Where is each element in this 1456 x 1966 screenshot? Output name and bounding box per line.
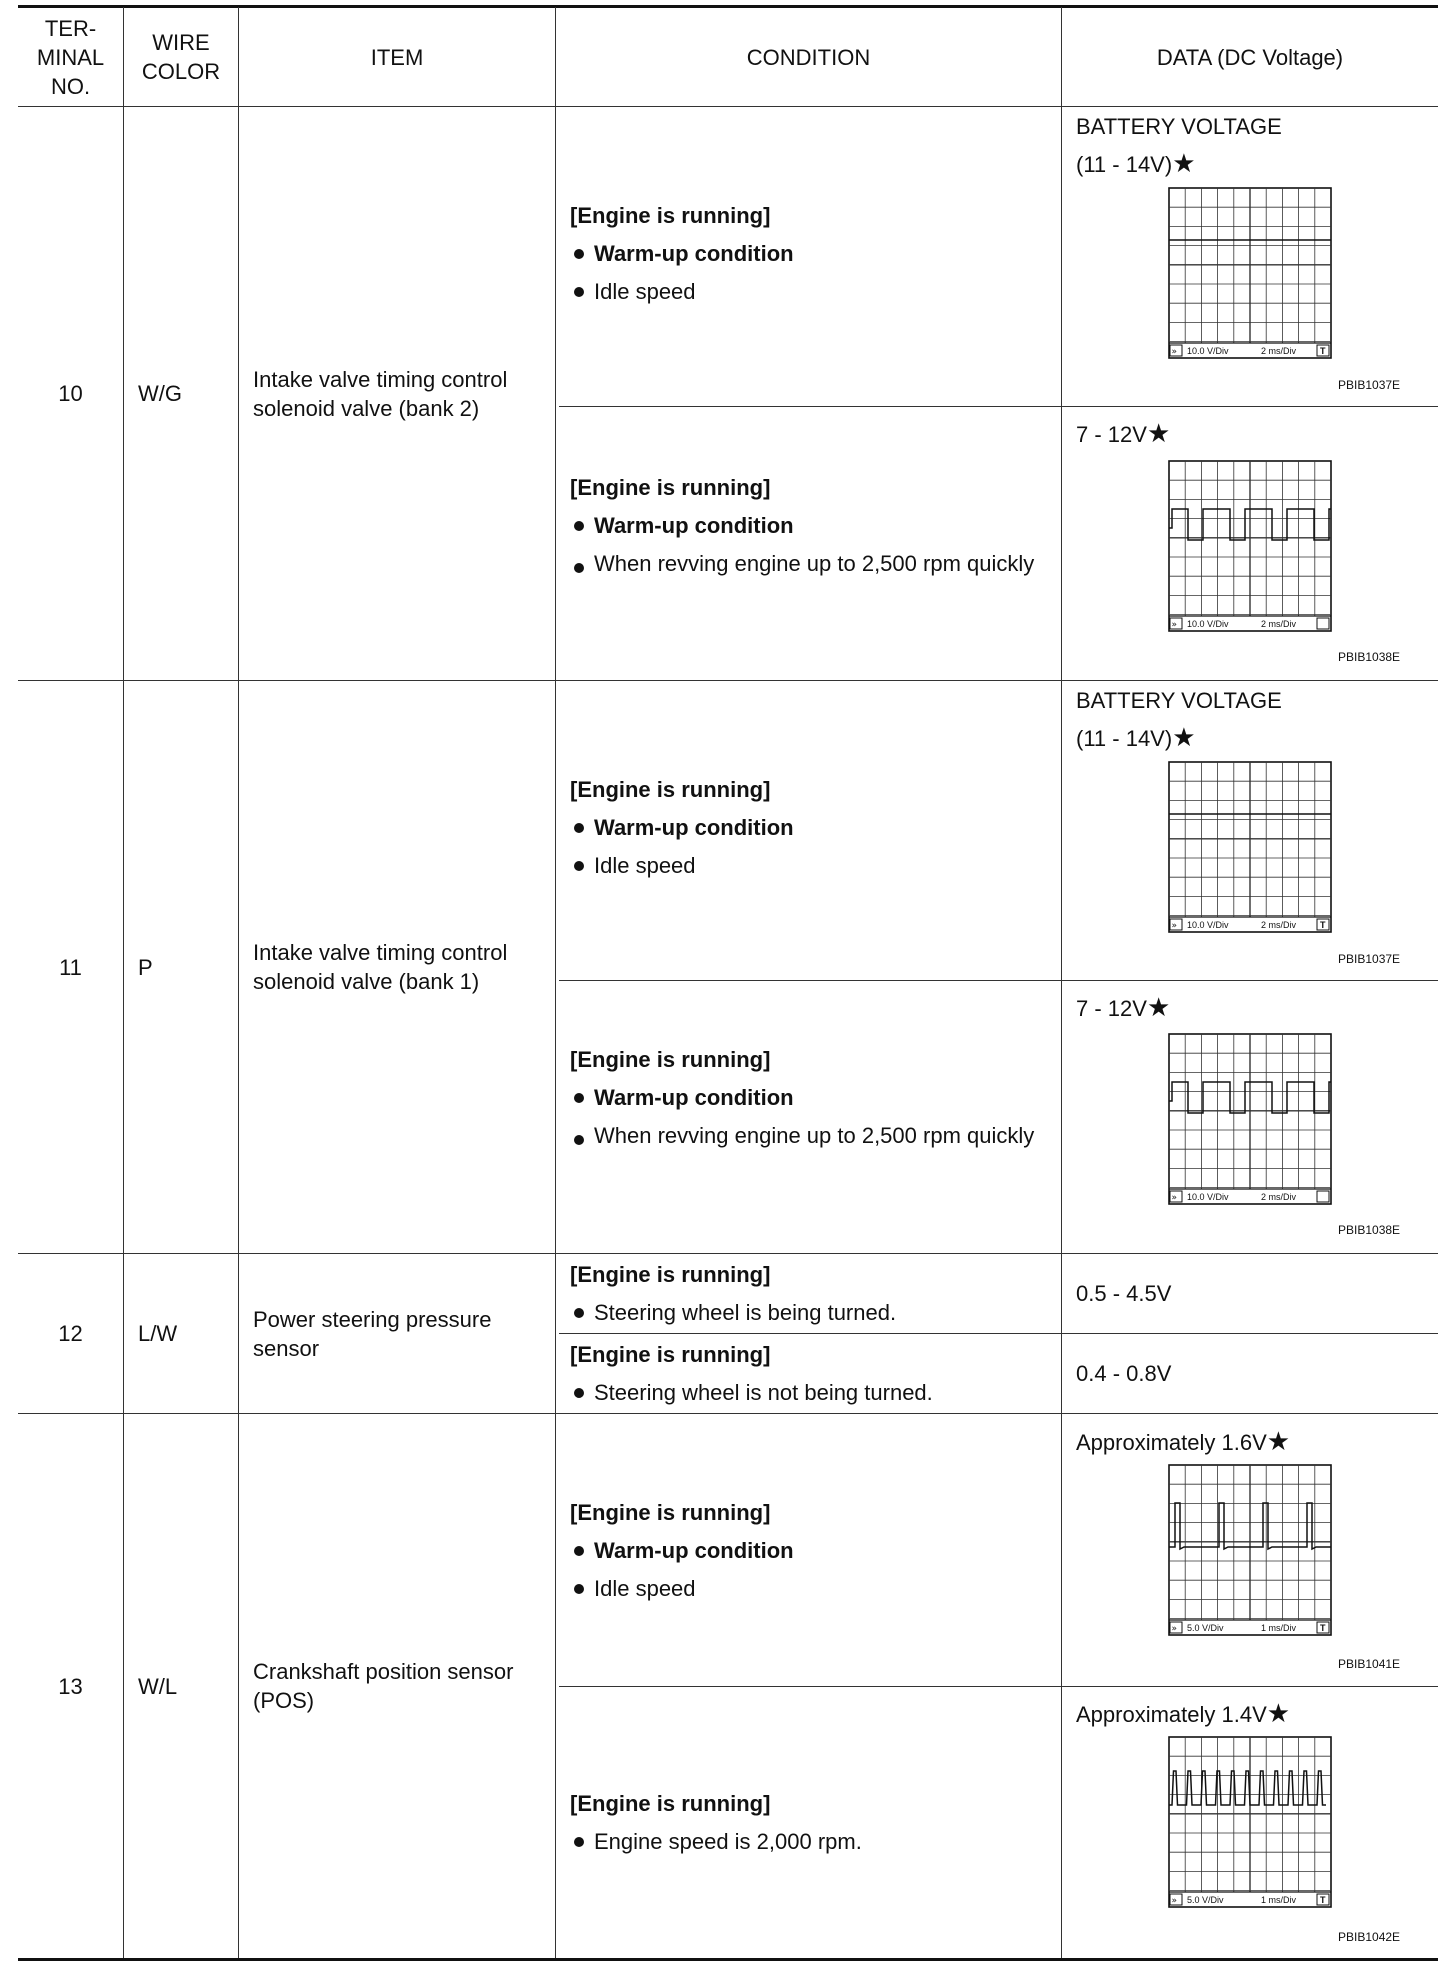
bullet-icon [574, 1093, 584, 1103]
condition-bullet: Warm-up condition [594, 513, 794, 538]
condition-block [570, 469, 1050, 579]
condition-bullet: When revving engine up to 2,500 rpm quickly [594, 551, 1035, 576]
condition-bullet: Warm-up condition [594, 1085, 794, 1110]
scope-time-div: 1 ms/Div [1261, 1895, 1297, 1905]
column-divider [555, 7, 556, 1958]
star-icon: ★ [1146, 418, 1171, 448]
bullet-icon [574, 287, 584, 297]
data-line: 7 - 12V [1076, 996, 1147, 1021]
condition-bullet: Idle speed [594, 853, 696, 878]
svg-text:»: » [1171, 620, 1178, 630]
row-divider [559, 406, 1438, 407]
condition-heading: [Engine is running] [570, 475, 771, 500]
column-divider [1061, 7, 1062, 1958]
star-icon: ★ [1172, 722, 1196, 752]
svg-text:»: » [1171, 921, 1178, 931]
svg-text:»: » [1171, 1193, 1178, 1203]
oscilloscope-grid [1167, 1463, 1333, 1639]
condition-heading: [Engine is running] [570, 1262, 771, 1287]
condition-block [570, 1494, 1050, 1608]
figure-id: PBIB1042E [1338, 1930, 1401, 1944]
scope-volt-div: 10.0 V/Div [1187, 619, 1229, 629]
data-value [1076, 1423, 1426, 1461]
condition-block [570, 1256, 1050, 1332]
row-divider [559, 980, 1438, 981]
condition-bullet: Warm-up condition [594, 1538, 794, 1563]
data-line: (11 - 14V) [1076, 152, 1173, 177]
trigger-mark: T [1320, 1623, 1326, 1633]
header-wire-color: WIRE COLOR [141, 30, 221, 84]
header-data: DATA (DC Voltage) [1156, 44, 1344, 70]
scope-time-div: 2 ms/Div [1261, 1192, 1297, 1202]
header-item: ITEM [370, 44, 424, 70]
oscilloscope-grid [1167, 760, 1333, 936]
scope-volt-div: 10.0 V/Div [1187, 1192, 1229, 1202]
bullet-icon [574, 1308, 584, 1318]
scope-time-div: 2 ms/Div [1261, 346, 1297, 356]
item-description: Power steering pressure sensor [253, 1306, 492, 1361]
oscilloscope-waveform [1167, 760, 1333, 941]
star-icon: ★ [1266, 1698, 1291, 1728]
condition-bullet: Engine speed is 2,000 rpm. [594, 1829, 862, 1854]
data-value [1076, 415, 1426, 453]
figure-id: PBIB1041E [1338, 1657, 1401, 1671]
figure-id: PBIB1037E [1338, 378, 1401, 392]
condition-heading: [Engine is running] [570, 1342, 771, 1367]
data-line: Approximately 1.4V [1076, 1702, 1267, 1727]
figure-id: PBIB1038E [1338, 1223, 1401, 1237]
oscilloscope-waveform [1167, 459, 1333, 640]
bullet-icon [574, 1135, 584, 1145]
scope-volt-div: 5.0 V/Div [1187, 1623, 1224, 1633]
item-description: Intake valve timing control solenoid valve (bank 2) [253, 366, 508, 421]
oscilloscope-grid [1167, 1735, 1333, 1911]
wire-color: W/L [138, 1673, 178, 1699]
header-terminal-no: TER- MINAL NO. [36, 15, 105, 99]
data-line: BATTERY VOLTAGE [1076, 688, 1282, 713]
condition-block [570, 1336, 1050, 1412]
star-icon: ★ [1146, 992, 1171, 1022]
terminal-number: 13 [58, 1673, 83, 1699]
bullet-icon [574, 521, 584, 531]
bullet-icon [574, 1837, 584, 1847]
terminal-number: 10 [58, 381, 83, 406]
oscilloscope-waveform [1167, 186, 1333, 367]
item-description: Intake valve timing control solenoid valve (bank 1) [253, 940, 508, 994]
svg-text:»: » [1171, 347, 1178, 357]
data-line: Approximately 1.6V [1076, 1430, 1267, 1455]
condition-heading: [Engine is running] [570, 1791, 771, 1816]
svg-text:»: » [1171, 1624, 1178, 1634]
bullet-icon [574, 861, 584, 871]
figure-id: PBIB1038E [1338, 650, 1401, 664]
oscilloscope-waveform [1167, 1032, 1333, 1213]
terminal-data-table [18, 5, 1438, 1961]
table-bottom-rule [18, 1958, 1438, 1961]
star-icon: ★ [1172, 148, 1196, 178]
data-value [1076, 1695, 1426, 1733]
condition-bullet: Steering wheel is being turned. [594, 1300, 897, 1325]
bullet-icon [574, 1388, 584, 1398]
condition-bullet: Warm-up condition [594, 241, 794, 266]
condition-heading: [Engine is running] [570, 1500, 771, 1525]
condition-bullet: When revving engine up to 2,500 rpm quickly [594, 1123, 1035, 1148]
condition-bullet: Steering wheel is not being turned. [594, 1380, 933, 1405]
condition-heading: [Engine is running] [570, 1047, 771, 1072]
oscilloscope-grid [1167, 459, 1333, 635]
row-divider [559, 1686, 1438, 1687]
bullet-icon [574, 563, 584, 573]
oscilloscope-grid [1167, 1032, 1333, 1208]
condition-block [570, 1785, 1050, 1861]
data-value [1076, 683, 1426, 757]
data-value [1076, 989, 1426, 1027]
trigger-mark: T [1320, 346, 1326, 356]
data-line: BATTERY VOLTAGE [1076, 114, 1282, 139]
scope-time-div: 2 ms/Div [1261, 619, 1297, 629]
star-icon: ★ [1266, 1426, 1291, 1456]
terminal-number: 12 [58, 1321, 83, 1346]
data-line: 7 - 12V [1076, 422, 1147, 447]
scope-volt-div: 10.0 V/Div [1187, 920, 1229, 930]
trigger-mark: T [1320, 920, 1326, 930]
oscilloscope-grid [1167, 186, 1333, 362]
oscilloscope-waveform [1167, 1735, 1333, 1916]
svg-text:»: » [1171, 1896, 1178, 1906]
data-value [1076, 109, 1426, 183]
header-condition: CONDITION [746, 44, 871, 70]
condition-bullet: Idle speed [594, 1576, 696, 1601]
scope-time-div: 1 ms/Div [1261, 1623, 1297, 1633]
data-value: 0.5 - 4.5V [1076, 1281, 1172, 1306]
item-description: Crankshaft position sensor (POS) [253, 1659, 514, 1713]
condition-bullet: Warm-up condition [594, 815, 794, 840]
bullet-icon [574, 1546, 584, 1556]
bullet-icon [574, 249, 584, 259]
oscilloscope-waveform [1167, 1463, 1333, 1644]
bullet-icon [574, 823, 584, 833]
scope-volt-div: 5.0 V/Div [1187, 1895, 1224, 1905]
wire-color: W/G [138, 381, 182, 406]
condition-heading: [Engine is running] [570, 777, 771, 802]
condition-block [570, 197, 1050, 311]
condition-heading: [Engine is running] [570, 203, 771, 228]
condition-block [570, 1041, 1050, 1151]
scope-volt-div: 10.0 V/Div [1187, 346, 1229, 356]
figure-id: PBIB1037E [1338, 952, 1401, 966]
condition-bullet: Idle speed [594, 279, 696, 304]
terminal-number: 11 [59, 954, 82, 980]
wire-color: L/W [138, 1321, 178, 1346]
wire-color: P [138, 954, 153, 980]
trigger-mark: T [1320, 1895, 1326, 1905]
data-line: (11 - 14V) [1076, 726, 1173, 751]
data-value: 0.4 - 0.8V [1076, 1361, 1172, 1386]
condition-block [570, 771, 1050, 885]
bullet-icon [574, 1584, 584, 1594]
scope-time-div: 2 ms/Div [1261, 920, 1297, 930]
